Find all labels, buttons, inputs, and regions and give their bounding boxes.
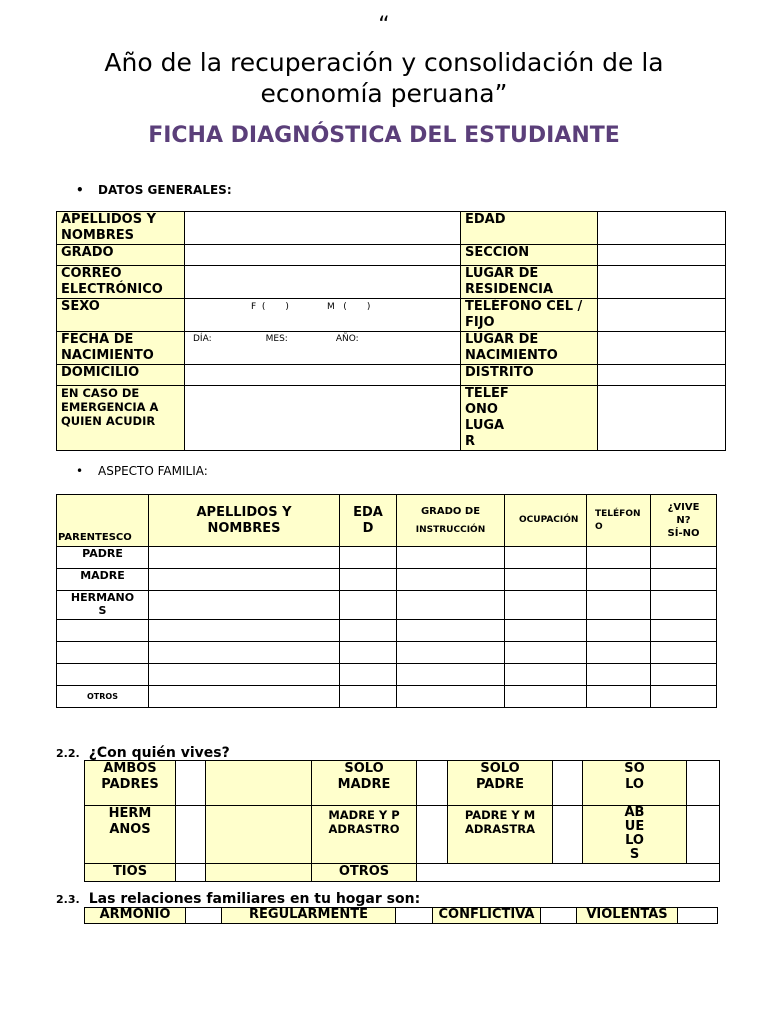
cell[interactable] xyxy=(587,686,651,708)
bullet-icon: • xyxy=(76,183,84,197)
year-title xyxy=(40,47,728,109)
cell[interactable] xyxy=(397,569,505,591)
field-seccion[interactable] xyxy=(598,245,726,266)
option-solo-padre: SOLO PADRE xyxy=(475,761,525,792)
cell[interactable] xyxy=(587,591,651,620)
section-datos-generales xyxy=(76,183,232,197)
check-solo-padre[interactable] xyxy=(553,761,583,806)
label-lugar-nacimiento: LUGAR DE NACIMIENTO xyxy=(461,332,598,365)
anio-label: AÑO: xyxy=(335,334,359,344)
cell[interactable] xyxy=(505,620,587,642)
option-madre-padrastro: MADRE Y PADRASTRO xyxy=(328,808,400,836)
check-violentas[interactable] xyxy=(678,908,718,924)
sexo-m[interactable]: M ( ) xyxy=(326,302,371,312)
cell[interactable] xyxy=(651,591,717,620)
bullet-icon: • xyxy=(76,464,84,478)
row-label-padre: PADRE xyxy=(57,547,149,569)
row-label-empty[interactable] xyxy=(57,642,149,664)
heading-relaciones xyxy=(56,888,420,907)
cell[interactable] xyxy=(651,664,717,686)
con-quien-vives-table xyxy=(84,760,720,882)
field-lugar-nacimiento[interactable] xyxy=(598,332,726,365)
section-datos-label: DATOS GENERALES: xyxy=(98,183,232,197)
row-label-empty[interactable] xyxy=(57,664,149,686)
cell[interactable] xyxy=(149,591,340,620)
form-title: FICHA DIAGNÓSTICA DEL ESTUDIANTE xyxy=(148,123,620,148)
check-hermanos[interactable] xyxy=(176,806,206,864)
cell[interactable] xyxy=(397,591,505,620)
header-parentesco: PARENTESCO xyxy=(57,495,149,547)
option-armonio: ARMONIO xyxy=(85,908,186,924)
cell[interactable] xyxy=(505,547,587,569)
check-ambos-padres[interactable] xyxy=(176,761,206,806)
cell[interactable] xyxy=(651,642,717,664)
dia-label: DÍA: xyxy=(193,334,212,344)
check-armonio[interactable] xyxy=(186,908,222,924)
label-correo: CORREO ELECTRÓNICO xyxy=(57,266,185,299)
row-label-otros: OTROS xyxy=(57,686,149,708)
cell[interactable] xyxy=(505,664,587,686)
heading-con-quien-num: 2.2. xyxy=(56,747,80,760)
row-label-madre: MADRE xyxy=(57,569,149,591)
header-grado xyxy=(397,495,505,547)
check-padre-madrastra[interactable] xyxy=(553,806,583,864)
header-edad: EDAD xyxy=(353,504,383,536)
heading-con-quien-text: ¿Con quién vives? xyxy=(88,745,230,761)
cell[interactable] xyxy=(651,620,717,642)
label-grado: GRADO xyxy=(57,245,185,266)
label-telefono: TELÉFONO CEL / FIJO xyxy=(461,299,598,332)
check-conflictiva[interactable] xyxy=(541,908,577,924)
label-telefono-lugar xyxy=(461,386,598,451)
section-aspecto-familia xyxy=(76,464,208,478)
field-fecha-nacimiento[interactable] xyxy=(185,332,461,365)
cell[interactable] xyxy=(651,547,717,569)
year-title-line2: economía peruana” xyxy=(260,79,508,108)
cell[interactable] xyxy=(340,591,397,620)
label-domicilio: DOMICILIO xyxy=(57,365,185,386)
field-domicilio[interactable] xyxy=(185,365,461,386)
field-emergencia[interactable] xyxy=(185,386,461,451)
label-lugar-residencia: LUGAR DE RESIDENCIA xyxy=(461,266,598,299)
tel-lugar-line1: TELEF xyxy=(465,386,509,401)
option-abuelos: ABUELOS xyxy=(624,805,645,862)
cell[interactable] xyxy=(340,569,397,591)
option-violentas: VIOLENTAS xyxy=(577,908,678,924)
cell[interactable] xyxy=(149,642,340,664)
cell[interactable] xyxy=(505,686,587,708)
label-distrito: DISTRITO xyxy=(461,365,598,386)
header-grado-line1: GRADO DE xyxy=(420,505,481,517)
label-emergencia: EN CASO DE EMERGENCIA A QUIEN ACUDIR xyxy=(57,386,185,451)
option-hermanos: HERMANOS xyxy=(108,806,152,837)
mes-label: MES: xyxy=(265,334,288,344)
label-edad: EDAD xyxy=(461,212,598,245)
check-solo[interactable] xyxy=(687,761,720,806)
cell[interactable] xyxy=(149,547,340,569)
cell[interactable] xyxy=(505,642,587,664)
heading-con-quien xyxy=(56,742,230,761)
field-otros[interactable] xyxy=(417,864,720,882)
header-ocupacion: OCUPACIÓN xyxy=(519,515,579,525)
cell[interactable] xyxy=(651,569,717,591)
check-abuelos[interactable] xyxy=(687,806,720,864)
blank-label-cell xyxy=(206,806,312,864)
row-label-empty[interactable] xyxy=(57,620,149,642)
cell[interactable] xyxy=(340,547,397,569)
label-sexo: SEXO xyxy=(57,299,185,332)
check-regularmente[interactable] xyxy=(396,908,433,924)
label-apellidos: APELLIDOS Y NOMBRES xyxy=(57,212,185,245)
field-apellidos[interactable] xyxy=(185,212,461,245)
cell[interactable] xyxy=(340,642,397,664)
header-vive-line1: ¿VIVEN? xyxy=(667,502,700,526)
cell[interactable] xyxy=(149,569,340,591)
option-padre-madrastra: PADRE Y MADRASTRA xyxy=(464,808,536,836)
cell[interactable] xyxy=(505,591,587,620)
option-regularmente: REGULARMENTE xyxy=(222,908,396,924)
field-grado[interactable] xyxy=(185,245,461,266)
option-ambos-padres: AMBOS PADRES xyxy=(101,761,159,792)
blank-label-cell xyxy=(206,864,312,882)
header-vive xyxy=(651,495,717,547)
check-solo-madre[interactable] xyxy=(417,761,448,806)
header-vive-line2: SÍ-NO xyxy=(667,528,700,539)
header-telefono: TELÉFONO xyxy=(595,508,641,532)
cell[interactable] xyxy=(397,642,505,664)
check-tios[interactable] xyxy=(176,864,206,882)
cell[interactable] xyxy=(397,664,505,686)
cell[interactable] xyxy=(397,547,505,569)
datos-generales-table xyxy=(56,211,726,451)
label-fecha-nacimiento: FECHA DE NACIMIENTO xyxy=(57,332,185,365)
cell[interactable] xyxy=(587,664,651,686)
field-telefono[interactable] xyxy=(598,299,726,332)
cell[interactable] xyxy=(149,664,340,686)
option-conflictiva: CONFLICTIVA xyxy=(433,908,541,924)
row-label-hermanos: HERMANOS xyxy=(70,591,135,617)
header-grado-line2: INSTRUCCIÓN xyxy=(415,524,486,535)
option-solo-madre: SOLO MADRE xyxy=(337,761,391,792)
familia-table xyxy=(56,494,717,708)
cell[interactable] xyxy=(505,569,587,591)
field-edad[interactable] xyxy=(598,212,726,245)
heading-relaciones-text: Las relaciones familiares en tu hogar son: xyxy=(88,891,421,907)
cell[interactable] xyxy=(587,642,651,664)
field-correo[interactable] xyxy=(185,266,461,299)
cell[interactable] xyxy=(587,620,651,642)
sexo-f[interactable]: F ( ) xyxy=(251,302,289,312)
section-familia-label: ASPECTO FAMILIA: xyxy=(98,464,208,478)
cell[interactable] xyxy=(587,569,651,591)
opening-quote: “ xyxy=(378,13,390,38)
cell[interactable] xyxy=(397,620,505,642)
cell[interactable] xyxy=(651,686,717,708)
blank-label-cell xyxy=(206,761,312,806)
field-lugar-residencia[interactable] xyxy=(598,266,726,299)
cell[interactable] xyxy=(587,547,651,569)
tel-lugar-line4: R xyxy=(465,434,476,449)
field-telefono-lugar[interactable] xyxy=(598,386,726,451)
header-apellidos: APELLIDOS Y NOMBRES xyxy=(196,504,292,536)
year-title-line1: Año de la recuperación y consolidación de la xyxy=(104,48,664,77)
tel-lugar-line3: LUGA xyxy=(465,418,505,433)
cell[interactable] xyxy=(340,620,397,642)
field-distrito[interactable] xyxy=(598,365,726,386)
cell[interactable] xyxy=(149,620,340,642)
cell[interactable] xyxy=(397,686,505,708)
heading-relaciones-num: 2.3. xyxy=(56,893,80,906)
check-madre-padrastro[interactable] xyxy=(417,806,448,864)
relaciones-table xyxy=(84,907,718,924)
option-otros: OTROS xyxy=(312,864,417,882)
option-tios: TIOS xyxy=(85,864,176,882)
field-sexo[interactable] xyxy=(185,299,461,332)
cell[interactable] xyxy=(149,686,340,708)
cell[interactable] xyxy=(340,686,397,708)
tel-lugar-line2: ONO xyxy=(465,402,498,417)
label-seccion: SECCIÓN xyxy=(461,245,598,266)
option-solo: SOLO xyxy=(624,761,645,792)
cell[interactable] xyxy=(340,664,397,686)
